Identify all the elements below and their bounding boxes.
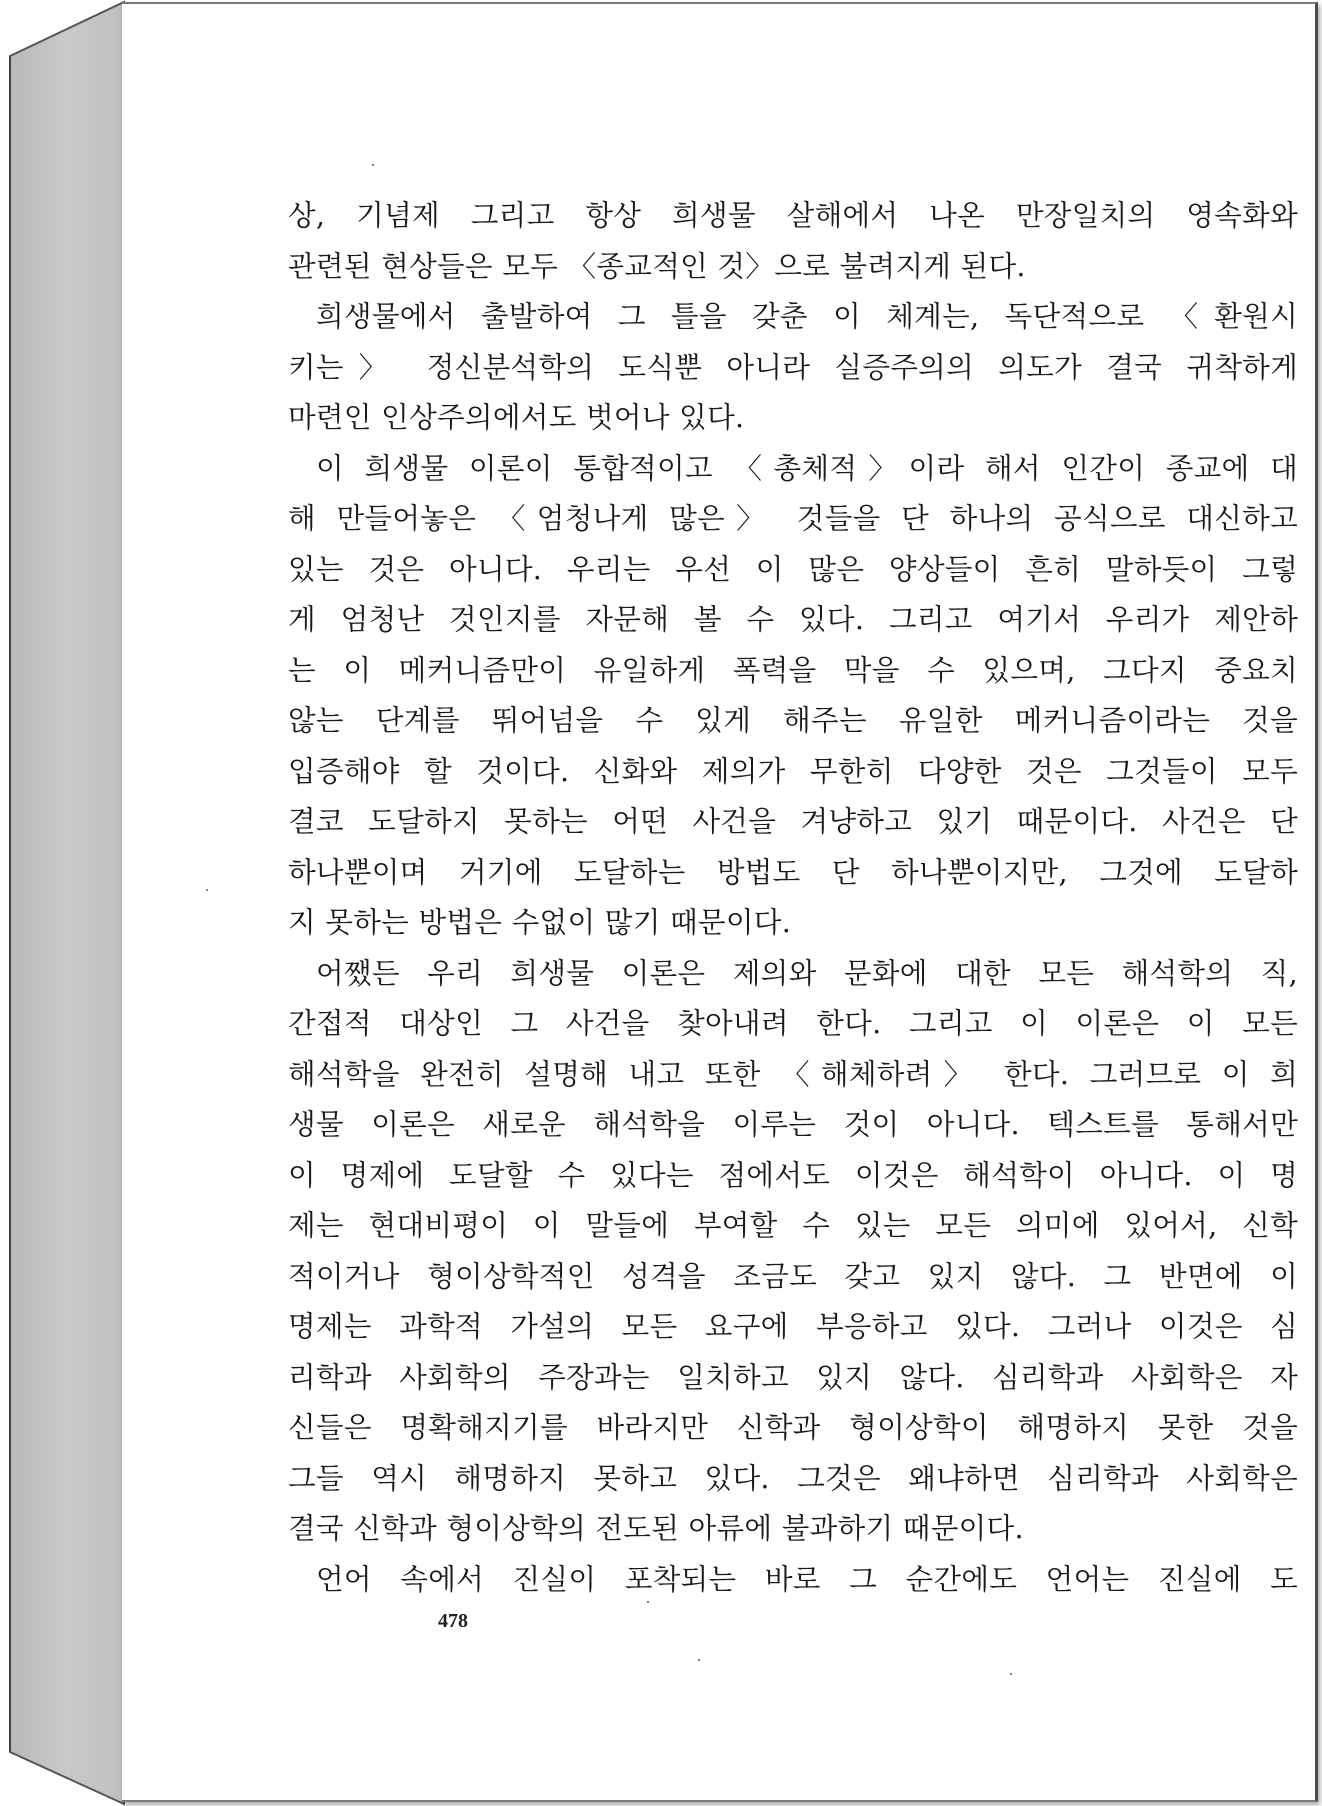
scan-speck bbox=[1010, 1673, 1012, 1675]
text-line: 적이거나 형이상학적인 성격을 조금도 갖고 있지 않다. 그 반면에 이 bbox=[288, 1258, 1298, 1293]
text-line: 이 명제에 도달할 수 있다는 점에서도 이것은 해석학이 아니다. 이 명 bbox=[288, 1157, 1298, 1192]
text-line: 않는 단계를 뛰어넘을 수 있게 해주는 유일한 메커니즘이라는 것을 bbox=[288, 703, 1298, 737]
text-line: 희생물에서 출발하여 그 틀을 갖춘 이 체계는, 독단적으로 〈환원시 bbox=[316, 299, 1298, 333]
text-line: 명제는 과학적 가설의 모든 요구에 부응하고 있다. 그러나 이것은 심 bbox=[288, 1309, 1298, 1343]
text-line: 제는 현대비평이 이 말들에 부여할 수 있는 모든 의미에 있어서, 신학 bbox=[288, 1208, 1298, 1242]
text-line: 게 엄청난 것인지를 자문해 볼 수 있다. 그리고 여기서 우리가 제안하 bbox=[288, 602, 1298, 636]
text-line: 입증해야 할 것이다. 신화와 제의가 무한히 다양한 것은 그것들이 모두 bbox=[288, 753, 1298, 788]
text-line: 관련된 현상들은 모두 〈종교적인 것〉으로 불려지게 된다. bbox=[288, 248, 1026, 283]
text-line: 신들은 명확해지기를 바라지만 신학과 형이상학이 해명하지 못한 것을 bbox=[288, 1410, 1298, 1444]
text-line: 해 만들어놓은 〈엄청나게 많은〉 것들을 단 하나의 공식으로 대신하고 bbox=[288, 501, 1298, 535]
text-line: 이 희생물 이론이 통합적이고 〈총체적〉이라 해서 인간이 종교에 대 bbox=[316, 450, 1298, 485]
text-line: 어쨌든 우리 희생물 이론은 제의와 문화에 대한 모든 해석학의 직, bbox=[316, 955, 1298, 990]
text-line: 지 못하는 방법은 수없이 많기 때문이다. bbox=[288, 905, 792, 939]
text-line: 상, 기념제 그리고 항상 희생물 살해에서 나온 만장일치의 영속화와 bbox=[288, 198, 1298, 232]
text-line: 생물 이론은 새로운 해석학을 이루는 것이 아니다. 텍스트를 통해서만 bbox=[288, 1107, 1298, 1141]
book-page bbox=[122, 2, 1318, 1802]
book-spine bbox=[0, 0, 130, 1806]
book-spine-shape bbox=[0, 0, 130, 1806]
text-line: 결국 신학과 형이상학의 전도된 아류에 불과하기 때문이다. bbox=[288, 1511, 1024, 1545]
text-line: 키는〉 정신분석학의 도식뿐 아니라 실증주의의 의도가 결국 귀착하게 bbox=[288, 349, 1299, 384]
scan-speck bbox=[372, 164, 374, 166]
text-line: 결코 도달하지 못하는 어떤 사건을 겨냥하고 있기 때문이다. 사건은 단 bbox=[288, 804, 1298, 838]
page-number: 478 bbox=[438, 1610, 468, 1632]
text-line: 간접적 대상인 그 사건을 찾아내려 한다. 그리고 이 이론은 이 모든 bbox=[288, 1006, 1298, 1040]
text-line: 해석학을 완전히 설명해 내고 또한 〈해체하려〉 한다. 그러므로 이 희 bbox=[288, 1056, 1298, 1091]
scan-speck bbox=[206, 889, 208, 891]
text-line: 그들 역시 해명하지 못하고 있다. 그것은 왜냐하면 심리학과 사회학은 bbox=[288, 1460, 1298, 1495]
text-line: 마련인 인상주의에서도 벗어나 있다. bbox=[288, 400, 745, 434]
scan-speck bbox=[698, 1659, 700, 1661]
text-line: 있는 것은 아니다. 우리는 우선 이 많은 양상들이 흔히 말하듯이 그렇 bbox=[288, 551, 1298, 586]
text-line: 리학과 사회학의 주장과는 일치하고 있지 않다. 심리학과 사회학은 자 bbox=[288, 1359, 1298, 1394]
body-text bbox=[288, 190, 1298, 1604]
text-line: 언어 속에서 진실이 포착되는 바로 그 순간에도 언어는 진실에 도 bbox=[316, 1561, 1298, 1596]
text-line: 는 이 메커니즘만이 유일하게 폭력을 막을 수 있으며, 그다지 중요치 bbox=[288, 652, 1298, 687]
text-line: 하나뿐이며 거기에 도달하는 방법도 단 하나뿐이지만, 그것에 도달하 bbox=[288, 854, 1298, 889]
